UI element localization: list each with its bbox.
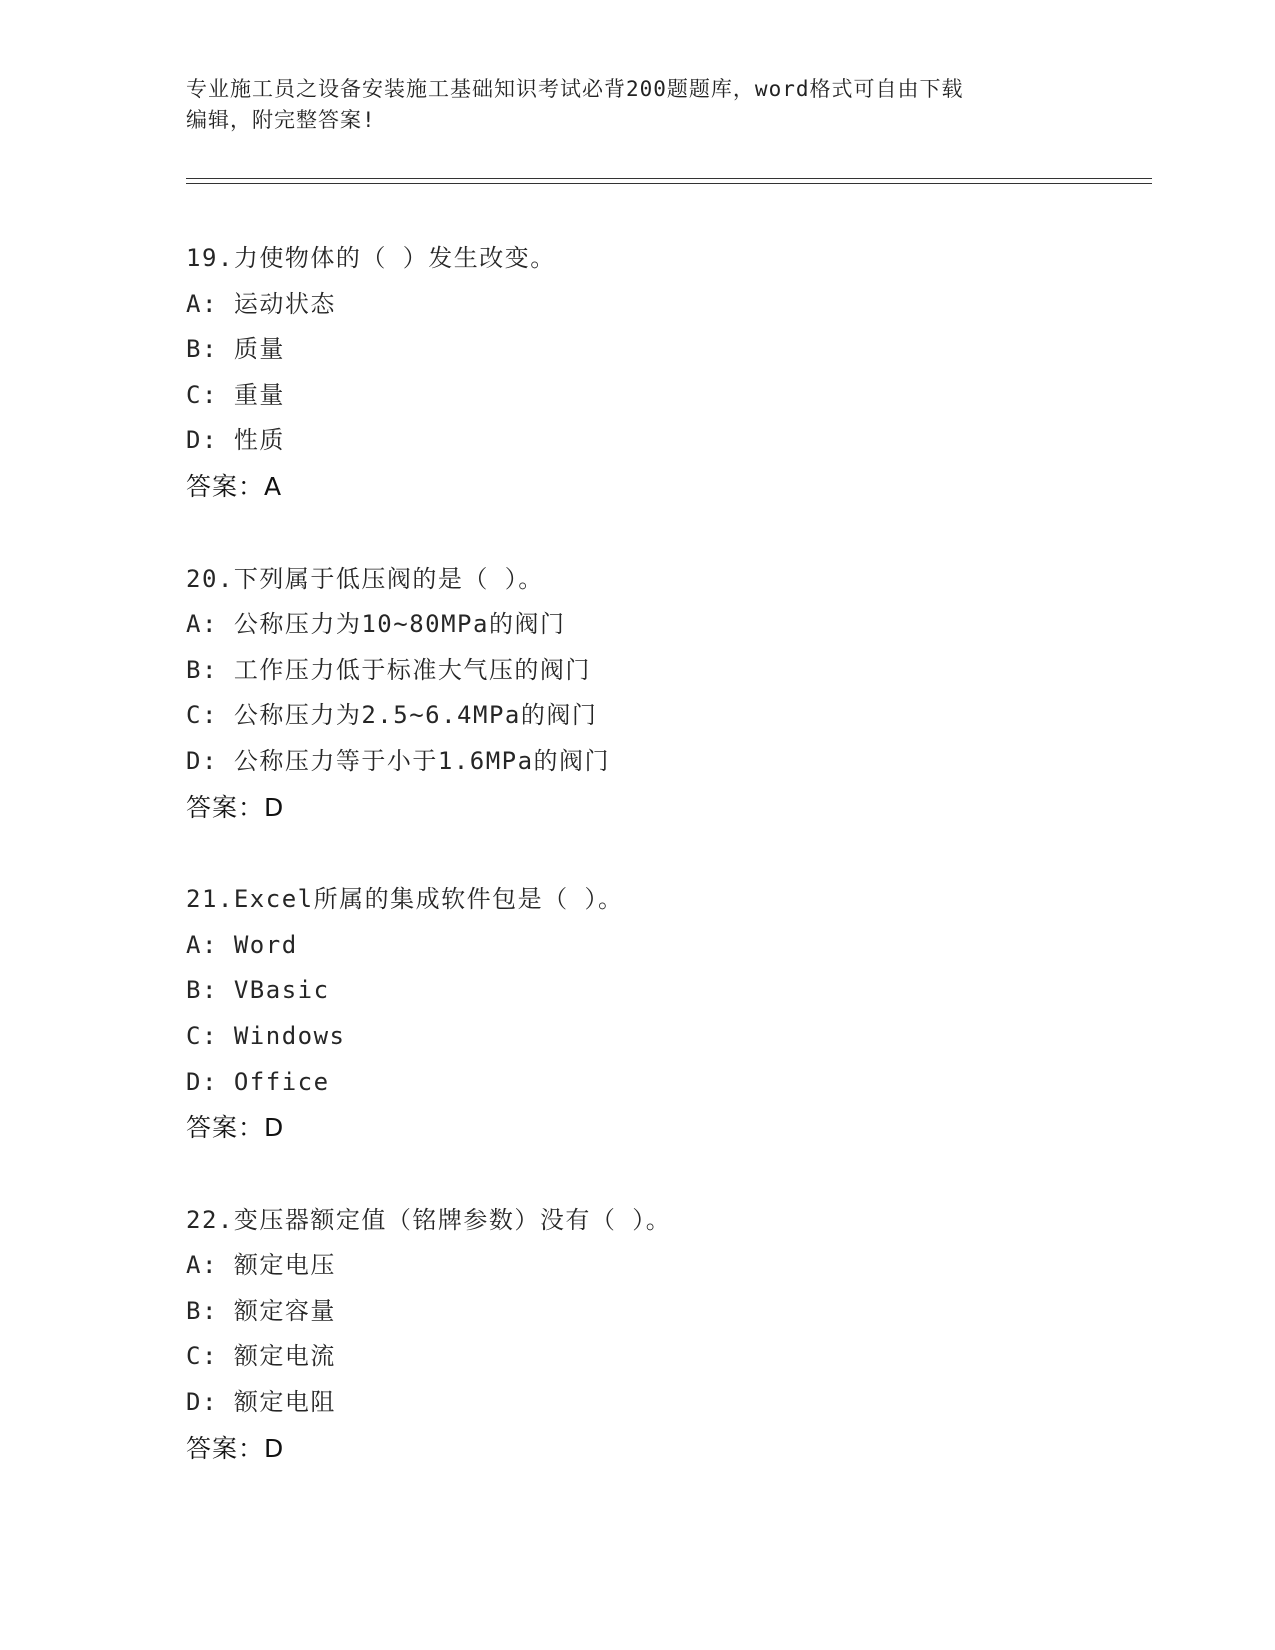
option-a: A: 运动状态 — [186, 289, 336, 318]
question-stem: 19.力使物体的（ ）发生改变。 — [186, 244, 556, 272]
question-21 — [186, 877, 1146, 1151]
question-22 — [186, 1198, 1146, 1472]
option-c: C: 公称压力为2.5~6.4MPa的阀门 — [186, 701, 598, 730]
header-line-2: 编辑，附完整答案! — [186, 108, 376, 132]
question-stem: 22.变压器额定值（铭牌参数）没有（ ）。 — [186, 1205, 672, 1234]
answer-line: 答案：D — [186, 1433, 285, 1463]
option-b: B: 质量 — [186, 335, 285, 364]
document-header — [186, 74, 1086, 136]
question-20 — [186, 557, 1146, 831]
option-d: D: 公称压力等于小于1.6MPa的阀门 — [186, 746, 611, 775]
question-19 — [186, 236, 1146, 510]
option-b: B: VBasic — [186, 976, 330, 1005]
option-d: D: 额定电阻 — [186, 1388, 336, 1417]
option-d: D: 性质 — [186, 426, 285, 455]
option-b: B: 额定容量 — [186, 1296, 336, 1325]
option-b: B: 工作压力低于标准大气压的阀门 — [186, 655, 591, 684]
header-divider-top — [186, 178, 1152, 179]
answer-line: 答案：A — [186, 471, 283, 501]
option-c: C: Windows — [186, 1021, 346, 1050]
header-divider-bottom — [186, 183, 1152, 184]
header-line-1: 专业施工员之设备安装施工基础知识考试必背200题题库，word格式可自由下载 — [186, 77, 964, 101]
option-a: A: 公称压力为10~80MPa的阀门 — [186, 610, 566, 639]
option-d: D: Office — [186, 1067, 330, 1096]
option-a: A: 额定电压 — [186, 1251, 336, 1280]
answer-line: 答案：D — [186, 792, 285, 822]
answer-line: 答案：D — [186, 1113, 285, 1143]
question-list — [186, 236, 1146, 1518]
question-stem: 21.Excel所属的集成软件包是（ ）。 — [186, 885, 624, 914]
question-stem: 20.下列属于低压阀的是（ ）。 — [186, 564, 544, 593]
option-a: A: Word — [186, 930, 298, 959]
option-c: C: 重量 — [186, 380, 285, 409]
option-c: C: 额定电流 — [186, 1342, 336, 1371]
